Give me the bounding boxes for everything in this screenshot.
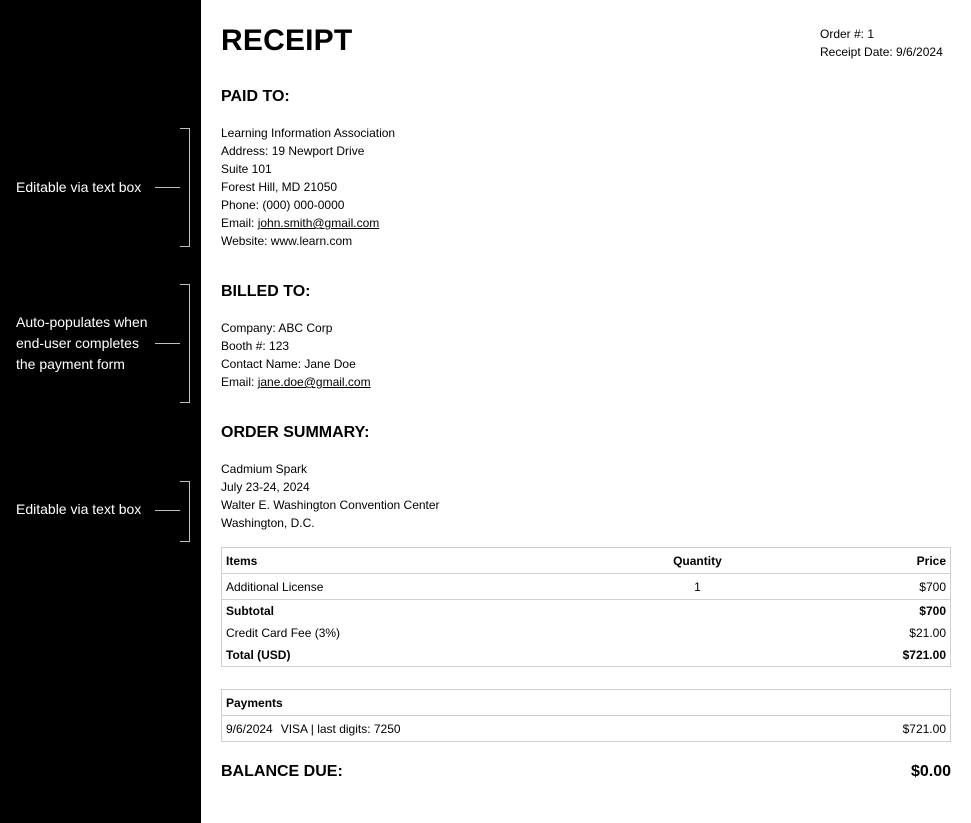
annotation-bracket: [180, 284, 190, 403]
paid-to-email-line: [221, 214, 395, 232]
item-quantity: 1: [608, 574, 787, 600]
fee-row: [222, 622, 951, 644]
payment-date: 9/6/2024: [226, 721, 273, 736]
billed-to-heading: BILLED TO:: [221, 283, 311, 300]
table-row: [222, 574, 951, 600]
order-summary-heading: ORDER SUMMARY:: [221, 424, 370, 441]
receipt-document: [201, 0, 971, 823]
annotation-label-line: the payment form: [16, 356, 125, 372]
quantity-header: Quantity: [608, 548, 787, 574]
annotation-connector: [155, 510, 180, 511]
order-summary-details: [221, 460, 440, 532]
order-event: Cadmium Spark: [221, 462, 308, 476]
items-table: [221, 547, 951, 667]
item-price: $700: [787, 574, 951, 600]
balance-label: BALANCE DUE:: [221, 763, 343, 780]
receipt-date: Receipt Date: 9/6/2024: [820, 45, 943, 59]
annotation-connector: [155, 343, 180, 344]
order-dates: July 23-24, 2024: [221, 480, 310, 494]
item-name: Additional License: [222, 574, 609, 600]
annotation-label: [16, 312, 148, 375]
order-number: Order #: 1: [820, 27, 875, 41]
billed-to-company: Company: ABC Corp: [221, 321, 333, 335]
paid-to-phone: Phone: (000) 000-0000: [221, 198, 345, 212]
annotation-bracket: [180, 481, 190, 542]
paid-to-website: Website: www.learn.com: [221, 234, 353, 248]
paid-to-details: [221, 124, 395, 250]
total-row: [222, 644, 951, 667]
fee-label: Credit Card Fee (3%): [226, 626, 341, 640]
annotation-connector: [155, 187, 180, 188]
balance-value: $0.00: [910, 763, 951, 780]
billed-to-booth: Booth #: 123: [221, 339, 290, 353]
annotation-label-line: Auto-populates when: [16, 314, 148, 330]
paid-to-email-label: Email:: [221, 216, 258, 230]
receipt-meta: [820, 25, 943, 61]
annotation-bracket: [180, 128, 190, 247]
billed-to-contact: Contact Name: Jane Doe: [221, 357, 356, 371]
payment-method: VISA | last digits: 7250: [280, 721, 401, 736]
order-location: Washington, D.C.: [221, 516, 315, 530]
paid-to-organization: Learning Information Association: [221, 126, 396, 140]
subtotal-value: $700: [919, 604, 946, 618]
items-header: Items: [222, 548, 609, 574]
payments-header: Payments: [222, 690, 951, 716]
total-value: $721.00: [902, 648, 946, 662]
receipt-title: RECEIPT: [221, 24, 353, 57]
paid-to-heading: PAID TO:: [221, 88, 290, 105]
paid-to-suite: Suite 101: [221, 162, 272, 176]
annotation-label: Editable via text box: [16, 501, 142, 517]
payments-table: [221, 689, 951, 742]
payments-header-row: [222, 690, 951, 716]
price-header: Price: [787, 548, 951, 574]
table-row: [222, 716, 951, 742]
billed-to-email-label: Email:: [221, 375, 258, 389]
billed-to-email-line: [221, 373, 371, 391]
annotation-label: Editable via text box: [16, 179, 142, 195]
billed-to-email-link[interactable]: jane.doe@gmail.com: [257, 375, 371, 389]
paid-to-email-link[interactable]: john.smith@gmail.com: [257, 216, 380, 230]
paid-to-address: Address: 19 Newport Drive: [221, 144, 365, 158]
billed-to-details: [221, 319, 371, 391]
annotation-label-line: end-user completes: [16, 335, 139, 351]
payment-amount: $721.00: [902, 721, 946, 736]
paid-to-city: Forest Hill, MD 21050: [221, 180, 338, 194]
subtotal-label: Subtotal: [226, 604, 274, 618]
order-venue: Walter E. Washington Convention Center: [221, 498, 440, 512]
balance-due: [221, 763, 951, 781]
items-header-row: [222, 548, 951, 574]
subtotal-row: [222, 600, 951, 623]
payment-details: [222, 716, 790, 742]
total-label: Total (USD): [226, 648, 291, 662]
fee-value: $21.00: [909, 626, 946, 640]
annotation-panel: [0, 0, 201, 823]
